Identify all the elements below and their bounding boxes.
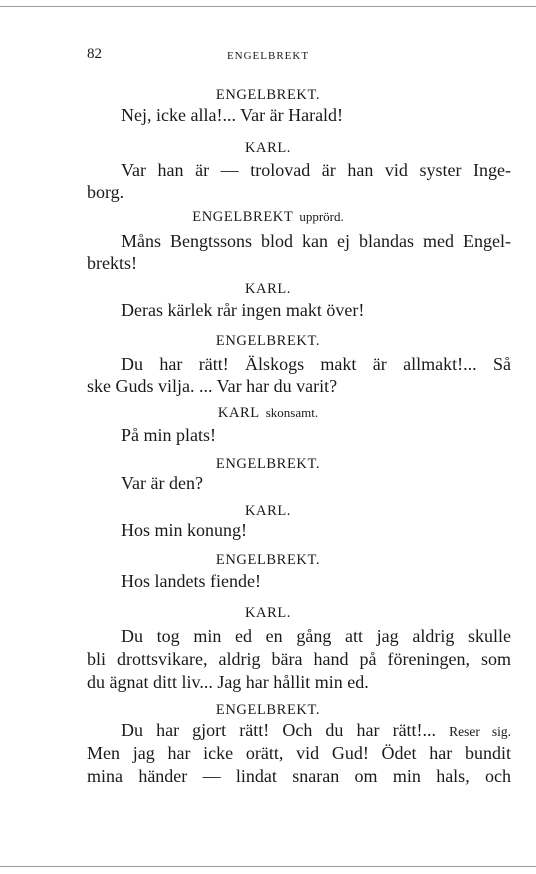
speaker-heading: ENGELBREKT. (215, 552, 321, 568)
dialogue-line: borg. (87, 182, 125, 202)
top-rule (0, 6, 536, 7)
dialogue-line: Hos min konung! (121, 520, 247, 540)
speaker-heading: ENGELBREKT. (215, 333, 321, 349)
running-title: ENGELBREKT (226, 50, 310, 62)
speaker-heading (0, 405, 536, 422)
speaker-heading: ENGELBREKT. (215, 87, 321, 103)
dialogue-line: På min plats! (121, 425, 216, 445)
dialogue-line (121, 719, 511, 743)
dialogue-line: Hos landets fiende! (121, 571, 261, 591)
dialogue-line: Var han är — trolovad är han vid syster Inge- (121, 160, 511, 180)
speaker-name: ENGELBREKT (192, 209, 294, 225)
speaker-heading: ENGELBREKT. (215, 456, 321, 472)
dialogue-line: du ägnat ditt liv... Jag har hållit min ed. (87, 672, 369, 692)
stage-direction: Reser sig. (449, 724, 511, 739)
speaker-heading: KARL. (244, 605, 292, 621)
dialogue-line: Du har rätt! Älskogs makt är allmakt!... Så (121, 354, 511, 374)
stage-direction: upprörd. (299, 209, 344, 224)
dialogue-line: Var är den? (121, 473, 203, 493)
speaker-heading: KARL. (244, 281, 292, 297)
dialogue-line: bli drottsvikare, aldrig bära hand på föreningen, som (87, 649, 511, 669)
speaker-heading (0, 209, 536, 226)
bottom-rule (0, 866, 536, 867)
stage-direction: skonsamt. (265, 405, 319, 420)
speaker-heading: ENGELBREKT. (215, 702, 321, 718)
dialogue-line: Men jag har icke orätt, vid Gud! Ödet har bundit (87, 743, 511, 763)
speaker-heading: KARL. (244, 503, 292, 519)
dialogue-line: brekts! (87, 253, 137, 273)
dialogue-text: Du har gjort rätt! Och du har rätt!... (121, 720, 437, 740)
dialogue-line: Du tog min ed en gång att jag aldrig skulle (121, 626, 511, 646)
page-number: 82 (87, 46, 102, 62)
dialogue-line: Måns Bengtssons blod kan ej blandas med Engel- (121, 231, 511, 251)
dialogue-line: ske Guds vilja. ... Var har du varit? (87, 376, 338, 396)
speaker-heading: KARL. (244, 140, 292, 156)
dialogue-line: mina händer — lindat snaran om min hals, och (87, 766, 511, 786)
dialogue-line: Nej, icke alla!... Var är Harald! (121, 105, 344, 125)
speaker-name: KARL (217, 405, 260, 421)
dialogue-line: Deras kärlek rår ingen makt över! (121, 300, 365, 320)
